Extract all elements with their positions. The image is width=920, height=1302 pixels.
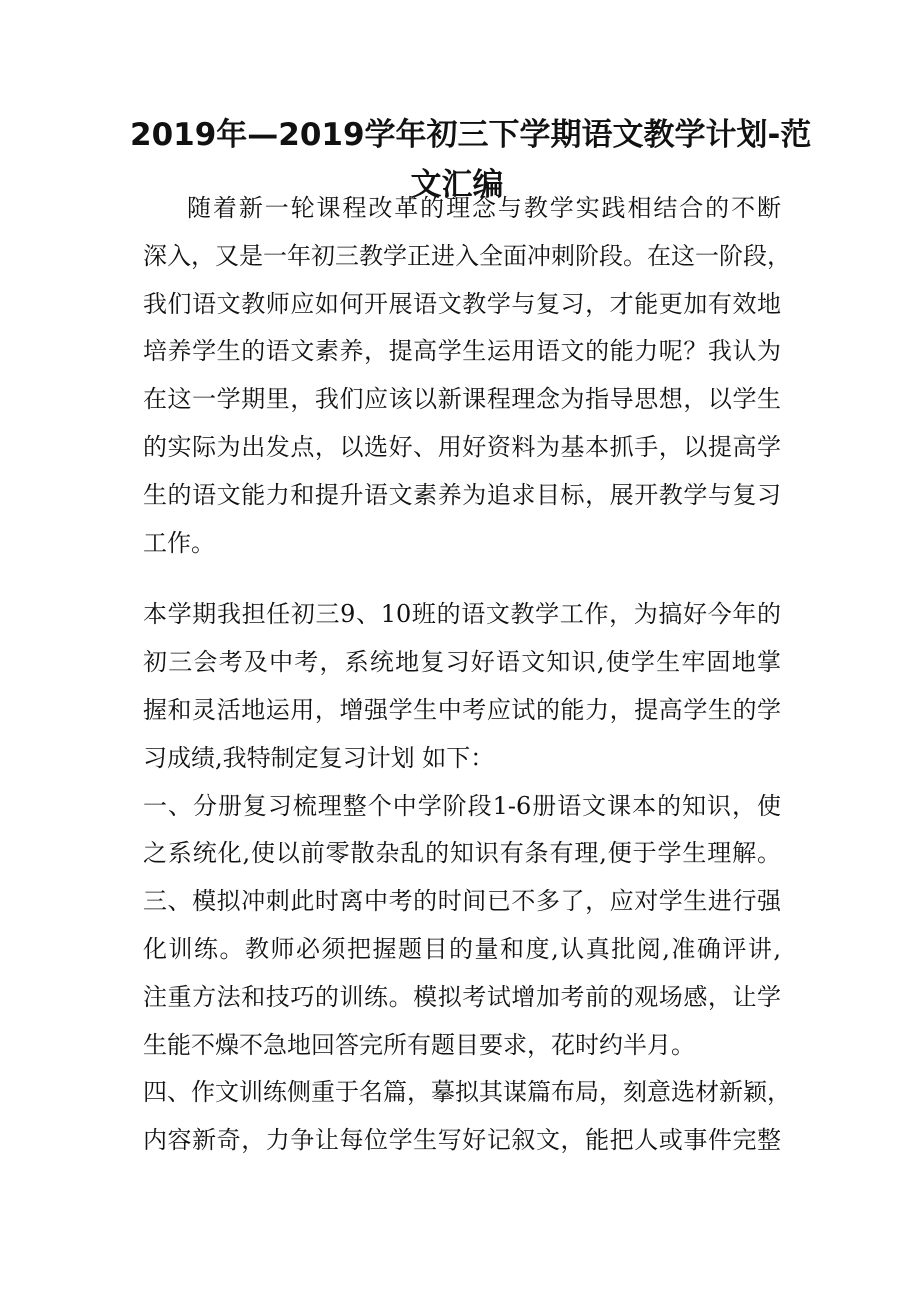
paragraph-item-3: [143, 878, 781, 1069]
text-line: 随着新一轮课程改革的理念与教学实践相结合的不断: [187, 194, 781, 222]
text-line: 生能不燥不急地回答完所有题目要求，花时约半月。: [143, 1030, 695, 1059]
text-line: 工作。: [143, 528, 215, 557]
paragraph-assignment: [143, 591, 781, 782]
text-line: 在这一学期里，我们应该以新课程理念为指导思想，以学生: [143, 385, 781, 414]
title-line-1: 2019年—2019学年初三下学期语文教学计划-范: [130, 117, 812, 153]
text-line: 内容新奇，力争让每位学生写好记叙文，能把人或事件完整: [143, 1126, 781, 1155]
text-line: 深入，又是一年初三教学正进入全面冲刺阶段。在这一阶段，: [143, 241, 791, 270]
text-line: 习成绩,我特制定复习计划 如下：: [143, 743, 495, 772]
paragraph-item-1: [143, 783, 781, 879]
text-line: 我们语文教师应如何开展语文教学与复习，才能更加有效地: [143, 289, 781, 318]
text-line: 化训练。教师必须把握题目的量和度,认真批阅,准确评讲,: [143, 934, 781, 963]
text-line: 培养学生的语文素养，提高学生运用语文的能力呢？我认为: [143, 337, 781, 366]
text-line: 本学期我担任初三9、10班的语文教学工作，为搞好今年的: [143, 600, 781, 629]
text-line: 握和灵活地运用，增强学生中考应试的能力，提高学生的学: [143, 695, 781, 724]
text-line: 的实际为出发点，以选好、用好资料为基本抓手，以提高学: [143, 432, 781, 461]
title-line-2: 文汇编: [410, 167, 504, 203]
text-line: 一、分册复习梳理整个中学阶段1-6册语文课本的知识，使: [143, 791, 781, 820]
document-body: [143, 185, 791, 1165]
text-line: 生的语文能力和提升语文素养为追求目标，展开教学与复习: [143, 480, 781, 509]
paragraph-item-4: [143, 1069, 791, 1165]
text-line: 初三会考及中考，系统地复习好语文知识,使学生牢固地掌: [143, 648, 781, 677]
text-line: 四、作文训练侧重于名篇，摹拟其谋篇布局，刻意选材新颖，: [143, 1078, 791, 1107]
paragraph-intro: [143, 185, 791, 567]
text-line: 注重方法和技巧的训练。模拟考试增加考前的观场感，让学: [143, 982, 781, 1011]
text-line: 三、模拟冲刺此时离中考的时间已不多了，应对学生进行强: [143, 887, 781, 916]
text-line: 之系统化,使以前零散杂乱的知识有条有理,便于学生理解。: [143, 839, 781, 868]
